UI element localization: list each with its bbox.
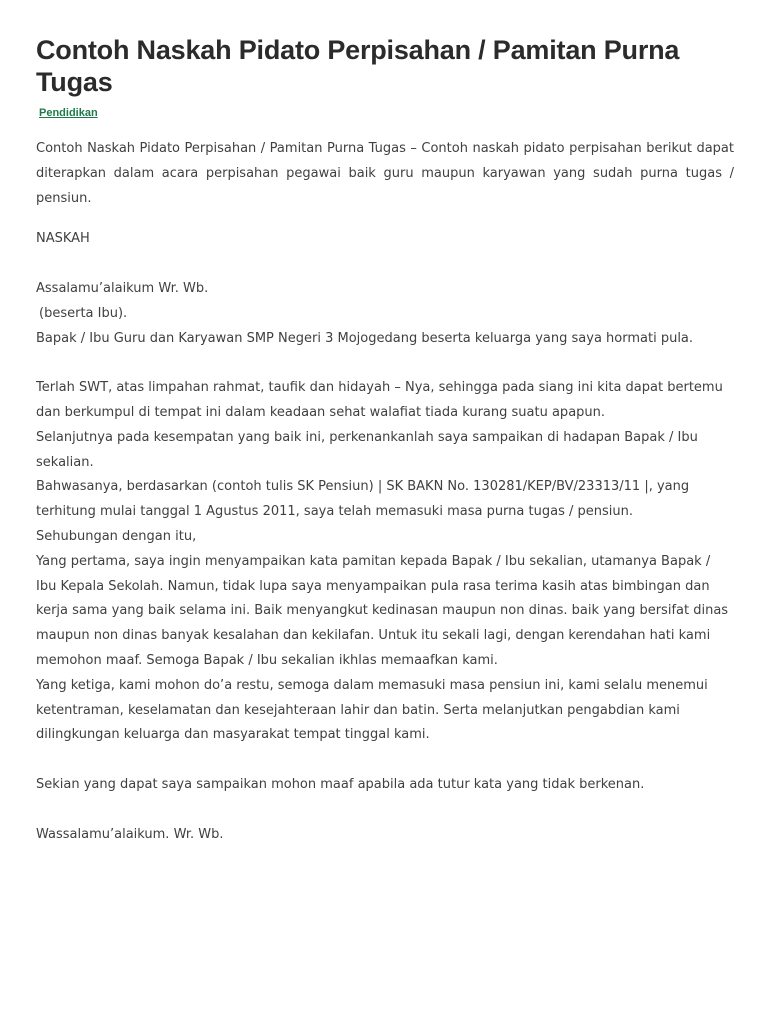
closing-paragraph: Sekian yang dapat saya sampaikan mohon maaf apabila ada tutur kata yang tidak berkenan. — [36, 776, 645, 792]
speech-paragraph: Yang pertama, saya ingin menyampaikan kata pamitan kepada Bapak / Ibu sekalian, utamanya Bapak / Ibu Kepala Sekolah. Namun, tidak lupa saya menyampaikan pula rasa terima kasih atas bimbingan dan kerja sama yang baik selama ini. Baik menyangkut kedinasan maupun non dinas. baik yang bersifat dinas maupun non dinas banyak kesalahan dan kekilafan. Untuk itu sekali lagi, dengan kerendahan hati kami memohon maaf. Semoga Bapak / Ibu sekalian ikhlas memaafkan kami. — [36, 553, 729, 668]
intro-paragraph: Contoh Naskah Pidato Perpisahan / Pamitan Purna Tugas – Contoh naskah pidato perpisahan berikut dapat diterapkan dalam acara perpisahan pegawai baik guru maupun karyawan yang sudah purna tugas / pensiun. — [36, 141, 734, 206]
article — [36, 34, 734, 847]
category-link[interactable]: Pendidikan — [39, 107, 98, 119]
speech-paragraph: Terlah SWT, atas limpahan rahmat, taufik dan hidayah – Nya, sehingga pada siang ini kita dapat bertemu dan berkumpul di tempat ini dalam keadaan sehat walafiat tiada kurang suatu apapun. — [36, 380, 723, 420]
speech-paragraph: Sehubungan dengan itu, — [36, 528, 197, 544]
greeting-line: Bapak / Ibu Guru dan Karyawan SMP Negeri 3 Mojogedang beserta keluarga yang saya hormati pula. — [36, 330, 694, 346]
speech-paragraph: Selanjutnya pada kesempatan yang baik ini, perkenankanlah saya sampaikan di hadapan Bapak / Ibu sekalian. — [36, 429, 698, 470]
opening-greeting: Assalamu’alaikum Wr. Wb. — [36, 280, 209, 296]
page-title: Contoh Naskah Pidato Perpisahan / Pamitan Purna Tugas — [36, 35, 680, 97]
closing-greeting: Wassalamu’alaikum. Wr. Wb. — [36, 826, 224, 842]
naskah-heading: NASKAH — [36, 231, 90, 247]
article-body — [36, 137, 734, 847]
speech-paragraph: Bahwasanya, berdasarkan (contoh tulis SK Pensiun) | SK BAKN No. 130281/KEP/BV/23313/11 |, yang terhitung mulai tanggal 1 Agustus 2011, saya telah memasuki masa purna tugas / pensiun. — [36, 479, 690, 520]
greeting-line: (beserta Ibu). — [39, 305, 128, 321]
speech-paragraph: Yang ketiga, kami mohon do’a restu, semoga dalam memasuki masa pensiun ini, kami selalu menemui ketentraman, keselamatan dan kesejahteraan lahir dan batin. Serta melanjutkan pengabdian kami dilingkungan keluarga dan masyarakat tempat tinggal kami. — [36, 677, 708, 743]
